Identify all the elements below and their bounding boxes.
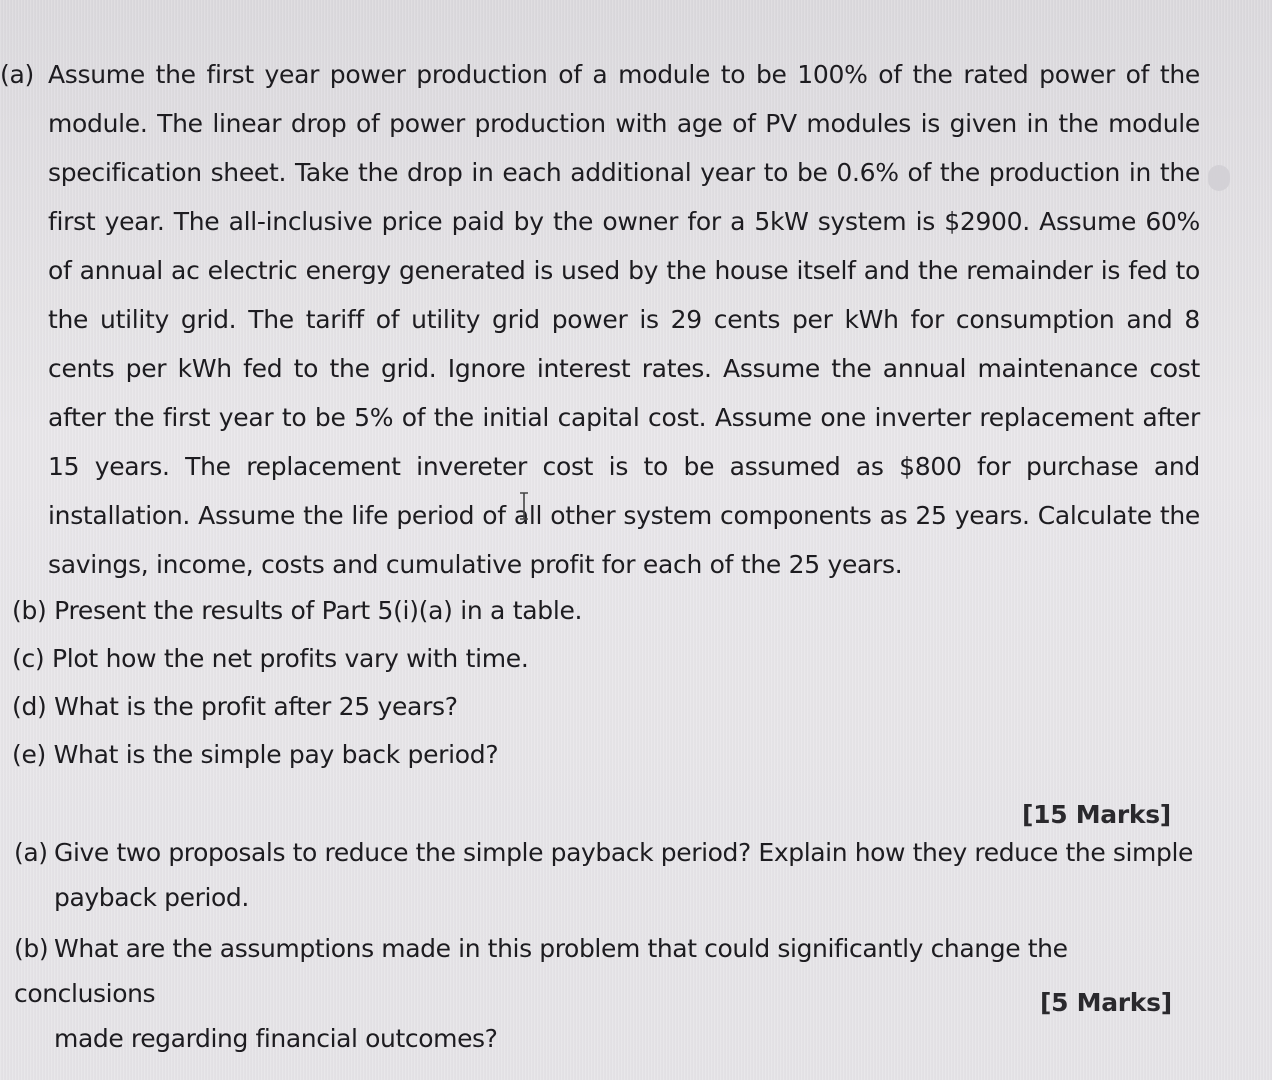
question-c: (c) Plot how the net profits vary with time.	[12, 644, 529, 673]
question-e: (e) What is the simple pay back period?	[12, 740, 499, 769]
question-b: (b) Present the results of Part 5(i)(a) in a table.	[12, 596, 583, 625]
part2-question-b	[14, 926, 1194, 1061]
text-cursor-icon	[518, 492, 530, 520]
question-a	[0, 50, 1200, 589]
part2-question-a	[14, 830, 1194, 920]
part2-a-label: (a)	[14, 838, 48, 867]
scrollbar-thumb[interactable]	[1208, 165, 1230, 191]
question-a-text: Assume the first year power production of a module to be 100% of the rated power of the module. The linear drop of power production with age of PV modules is given in the module specification sheet. Take the drop in each additional year to be 0.6% of the production in the first year. The all-inclusive price paid by the owner for a 5kW system is $2900. Assume 60% of annual ac electric energy generated is used by the house itself and the remainder is fed to the utility grid. The tariff of utility grid power is 29 cents per kWh for consumption and 8 cents per kWh fed to the grid. Ignore interest rates. Assume the annual maintenance cost after the first year to be 5% of the initial capital cost. Assume one inverter replacement after 15 years. The replacement invereter cost is to be assumed as $800 for purchase and installation. Assume the life period of all other system components as 25 years. Calculate the savings, income, costs and cumulative profit for each of the 25 years.	[48, 60, 1200, 579]
question-d: (d) What is the profit after 25 years?	[12, 692, 458, 721]
part2-a-line1: Give two proposals to reduce the simple payback period? Explain how they reduce the simple	[54, 838, 1193, 867]
question-a-label: (a)	[0, 60, 34, 89]
part2-b-line1: What are the assumptions made in this problem that could significantly change the conclusions	[14, 934, 1068, 1008]
part2-a-line2: payback period.	[54, 883, 249, 912]
marks-5: [5 Marks]	[1040, 988, 1172, 1017]
part2-b-line2: made regarding financial outcomes?	[54, 1024, 498, 1053]
part2-b-label: (b)	[14, 934, 49, 963]
marks-15: [15 Marks]	[1022, 800, 1171, 829]
